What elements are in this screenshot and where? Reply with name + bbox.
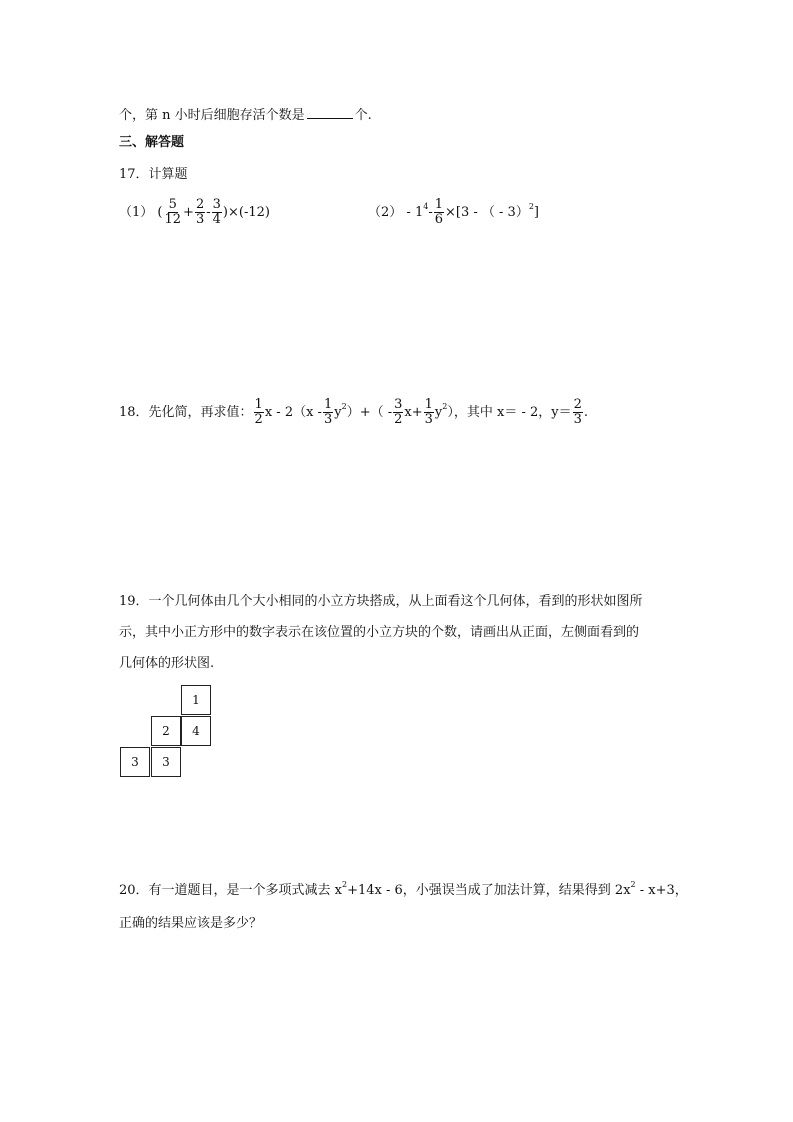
numerator: 3 [212, 197, 221, 212]
q19-line3: 几何体的形状图. [119, 656, 215, 671]
denominator: 12 [164, 212, 182, 227]
fraction [434, 198, 444, 227]
paren-open: ( [157, 205, 163, 220]
q19-line2: 示，其中小正方形中的数字表示在该位置的小立方块的个数，请画出从正面，左侧面看到的 [119, 625, 640, 640]
denominator: 4 [212, 212, 221, 227]
fraction [254, 398, 264, 427]
grid-cell: 3 [151, 747, 181, 777]
q18-lead: 18．先化简，再求值： [119, 405, 253, 420]
fraction [164, 198, 183, 227]
exponent: 2 [341, 402, 347, 411]
grid-cell: 3 [120, 747, 150, 777]
tail-text: 个，第 n 小时后细胞存活个数是 [119, 108, 305, 123]
q20-text: 20．有一道题目，是一个多项式减去 x [119, 883, 343, 898]
expr-part: y [434, 405, 443, 420]
exponent: 4 [423, 202, 429, 211]
q20-line1 [119, 881, 688, 901]
fraction [212, 198, 222, 227]
q20-line2: 正确的结果应该是多少？ [119, 916, 263, 931]
times-minus-12: )×(-12) [222, 205, 270, 220]
q17-title: 17．计算题 [119, 167, 188, 182]
exponent: 2 [342, 880, 348, 889]
numerator: 1 [254, 397, 263, 412]
bracket-expression: ×[3 - （ - 3） [445, 205, 529, 220]
fraction [323, 398, 333, 427]
denominator: 2 [254, 412, 263, 427]
q17-part2-label: （2） [368, 205, 403, 220]
numerator: 1 [424, 397, 433, 412]
grid-cell: 2 [151, 716, 181, 746]
numerator: 2 [195, 197, 205, 212]
denominator: 3 [195, 212, 205, 227]
expr-part: x+ [404, 405, 423, 420]
denominator: 3 [573, 412, 582, 427]
fraction [424, 398, 434, 427]
q17-part2 [368, 198, 539, 227]
fraction [195, 198, 205, 227]
numerator: 1 [323, 397, 333, 412]
tail-end: 个. [354, 108, 372, 123]
numerator: 2 [573, 397, 582, 412]
denominator: 3 [323, 412, 333, 427]
q20-text: - x+3， [635, 883, 688, 898]
minus-sign: - [206, 205, 211, 220]
denominator: 2 [394, 412, 403, 427]
bracket-close: ] [533, 205, 539, 220]
numerator: 5 [168, 197, 177, 212]
q19-line1: 19．一个几何体由几个大小相同的小立方块搭成，从上面看这个几何体，看到的形状如图所 [119, 594, 643, 609]
grid-cell: 4 [181, 716, 211, 746]
q20-text: +14x - 6，小强误当成了加法计算，结果得到 2x [347, 883, 631, 898]
top-view-grid [120, 685, 212, 778]
period: . [583, 405, 589, 420]
q17-part1-label: （1） [119, 205, 154, 220]
denominator: 6 [434, 212, 443, 227]
expr-part: x - 2（x - [264, 405, 322, 420]
expr-part: ）+（ - [346, 405, 393, 420]
minus-sign: - [428, 205, 433, 220]
numerator: 1 [434, 197, 443, 212]
denominator: 3 [424, 412, 433, 427]
fraction [393, 398, 403, 427]
previous-question-tail [119, 104, 372, 126]
exponent: 2 [442, 402, 448, 411]
q17-part1 [119, 198, 270, 227]
grid-cell: 1 [181, 685, 211, 715]
expr-part: ），其中 x＝ - 2，y＝ [447, 405, 572, 420]
exponent: 2 [630, 880, 636, 889]
exponent: 2 [528, 202, 534, 211]
expr-part: y [334, 405, 342, 420]
plus-sign: + [183, 205, 194, 220]
section-heading: 三、解答题 [119, 135, 185, 150]
answer-blank [307, 104, 353, 119]
q18 [119, 398, 588, 427]
minus-one: - 1 [406, 205, 424, 220]
numerator: 3 [394, 397, 403, 412]
fraction [573, 398, 583, 427]
